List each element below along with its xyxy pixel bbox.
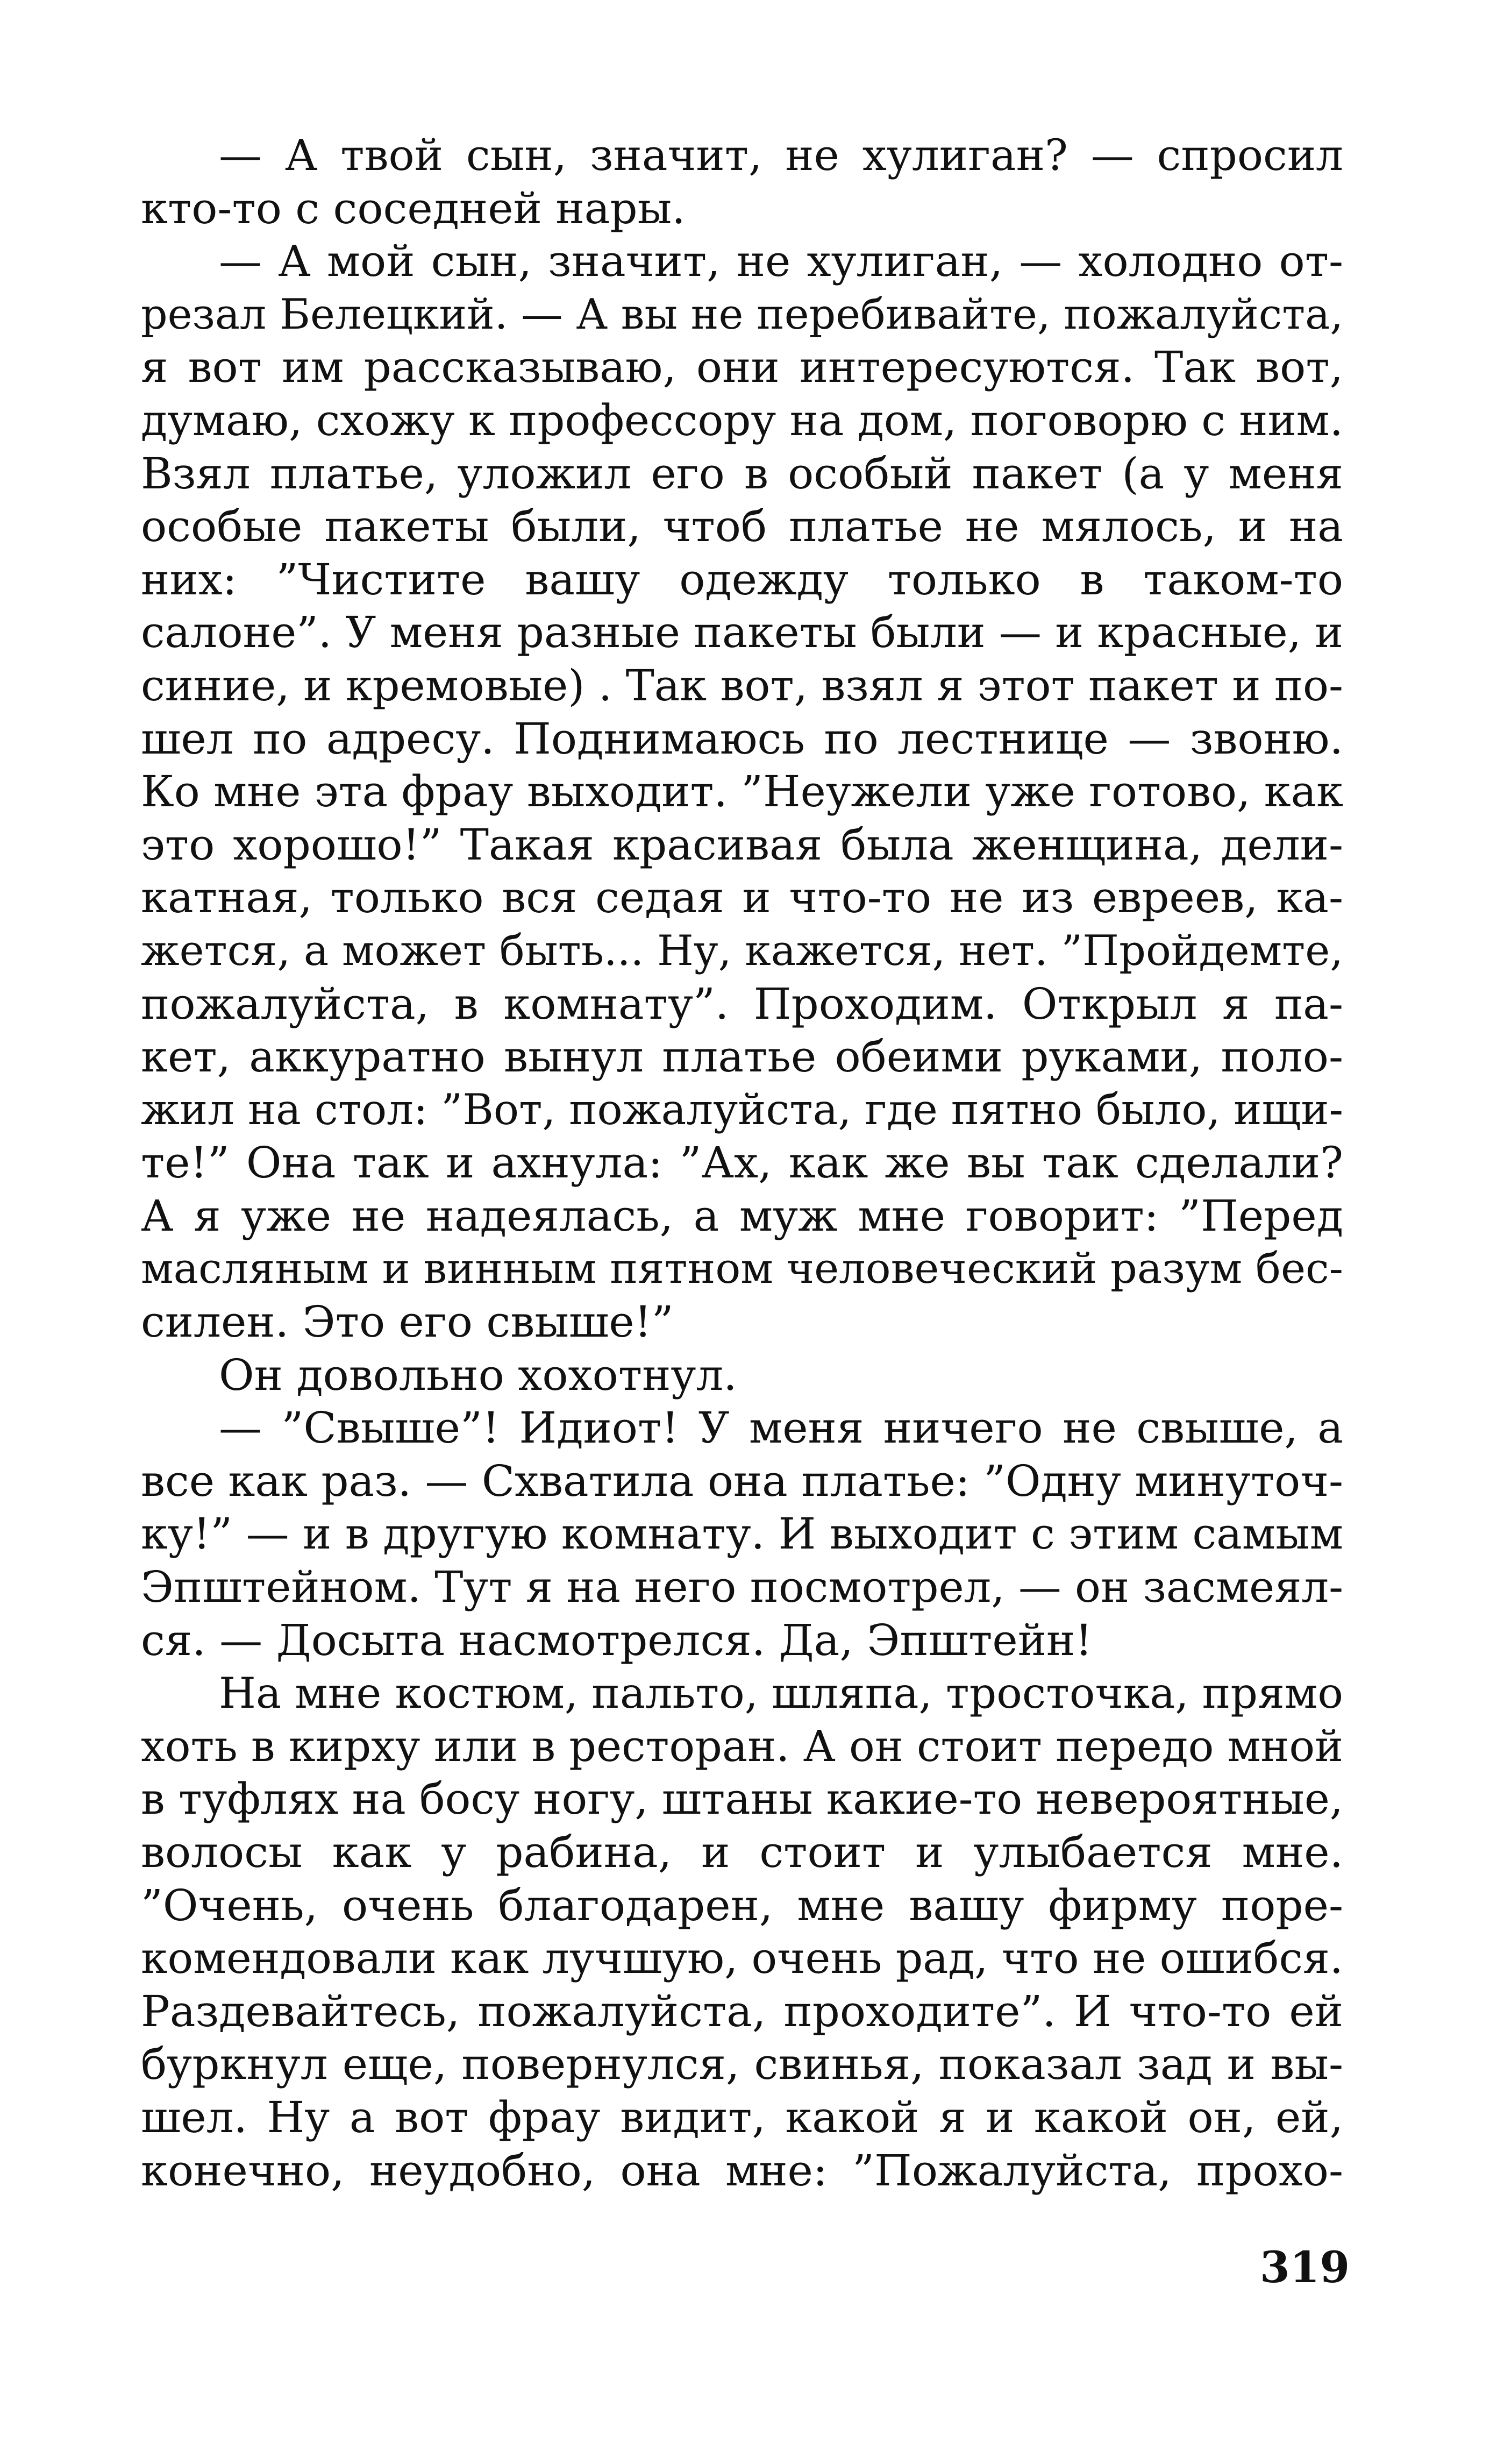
text-line: Он довольно хохотнул. — [219, 1350, 737, 1400]
text-line: ся. — Досыта насмотрелся. Да, Эпштейн! — [141, 1615, 1093, 1665]
text-line: шел. Ну а вот фрау видит, какой я и какой он, ей, — [141, 2092, 1343, 2142]
text-line: резал Белецкий. — А вы не перебивайте, пожалуйста, — [141, 290, 1343, 339]
page-number: 319 — [1260, 2242, 1350, 2292]
text-line: Ко мне эта фрау выходит. ”Неужели уже готово, как — [141, 766, 1343, 817]
text-line: хоть в кирху или в ресторан. А он стоит передо мной — [141, 1721, 1343, 1771]
text-line: жется, а может быть... Ну, кажется, нет. ”Пройдемте, — [141, 926, 1343, 975]
text-line: них: ”Чистите вашу одежду только в таком-то — [141, 554, 1343, 605]
text-line: в туфлях на босу ногу, штаны какие-то невероятные, — [141, 1774, 1343, 1824]
text-line: — А твой сын, значит, не хулиган? — спросил — [219, 130, 1343, 180]
paragraph — [141, 1667, 1343, 2197]
text-line: силен. Это его свыше!” — [141, 1297, 674, 1347]
text-line: На мне костюм, пальто, шляпа, тросточка, прямо — [219, 1668, 1343, 1719]
paragraph — [141, 1349, 1343, 1402]
text-line: все как раз. — Схватила она платье: ”Одну минуточ- — [141, 1455, 1343, 1506]
text-line: жил на стол: ”Вот, пожалуйста, где пятно было, ищи- — [141, 1085, 1343, 1134]
body-text — [141, 129, 1343, 2197]
text-line: ”Очень, очень благодарен, мне вашу фирму поре- — [141, 1880, 1343, 1930]
text-line: Эпштейном. Тут я на него посмотрел, — он засмеял- — [141, 1562, 1343, 1613]
text-line: масляным и винным пятном человеческий разум бес- — [141, 1245, 1343, 1294]
text-line: это хорошо!” Такая красивая была женщина, дели- — [141, 819, 1343, 870]
text-line: кто-то с соседней нары. — [141, 183, 686, 233]
text-line: — ”Свыше”! Идиот! У меня ничего не свыше, а — [219, 1403, 1343, 1453]
text-line: Взял платье, уложил его в особый пакет (а у меня — [141, 448, 1343, 499]
text-line: салоне”. У меня разные пакеты были — и красные, и — [141, 607, 1343, 658]
text-line: ку!” — и в другую комнату. И выходит с этим самым — [141, 1509, 1343, 1559]
text-line: особые пакеты были, чтоб платье не мялось, и на — [141, 501, 1343, 552]
paragraph — [141, 129, 1343, 235]
text-line: пожалуйста, в комнату”. Проходим. Открыл я па- — [141, 978, 1343, 1029]
paragraph — [141, 235, 1343, 1348]
text-line: конечно, неудобно, она мне: ”Пожалуйста, прохо- — [141, 2145, 1343, 2196]
text-line: волосы как у рабина, и стоит и улыбается мне. — [141, 1827, 1343, 1877]
text-line: комендовали как лучшую, очень рад, что не ошибся. — [141, 1933, 1343, 1984]
text-line: те!” Она так и ахнула: ”Ах, как же вы так сделали? — [141, 1138, 1343, 1188]
text-line: синие, и кремовые) . Так вот, взял я этот пакет и по- — [141, 660, 1343, 711]
text-line: я вот им рассказываю, они интересуются. Так вот, — [141, 342, 1343, 393]
text-line: — А мой сын, значит, не хулиган, — холодно от- — [219, 236, 1343, 287]
text-line: буркнул еще, повернулся, свинья, показал зад и вы- — [141, 2039, 1343, 2090]
text-line: шел по адресу. Поднимаюсь по лестнице — звоню. — [141, 713, 1343, 764]
text-line: Раздевайтесь, пожалуйста, проходите”. И что-то ей — [141, 1986, 1343, 2036]
paragraph — [141, 1402, 1343, 1667]
text-line: катная, только вся седая и что-то не из евреев, ка- — [141, 872, 1343, 923]
text-line: думаю, схожу к профессору на дом, поговорю с ним. — [141, 395, 1343, 445]
text-line: кет, аккуратно вынул платье обеими руками, поло- — [141, 1032, 1343, 1082]
text-line: А я уже не надеялась, а муж мне говорит: ”Перед — [141, 1190, 1343, 1241]
